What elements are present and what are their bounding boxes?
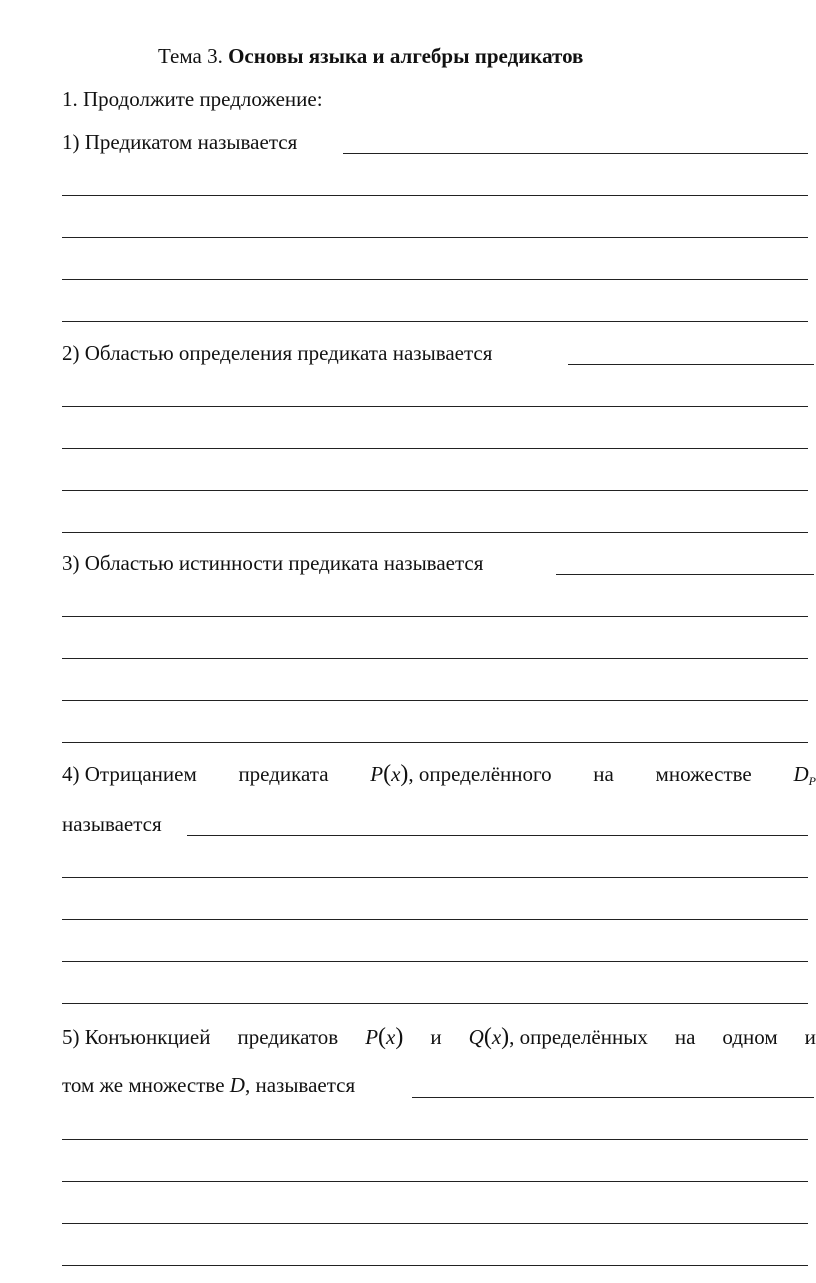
answer-line-2-0[interactable] [568, 364, 814, 365]
q5-word-and: и [430, 1025, 442, 1049]
answer-line-4-4[interactable] [62, 1003, 808, 1004]
q4-word-predicate: предиката [238, 762, 329, 786]
q4-word-on: на [593, 762, 614, 786]
task-instruction: 1. Продолжите предложение: [62, 87, 323, 111]
q5-word-on: на [674, 1025, 696, 1049]
q5-number-and-word: 5) Конъюнкцией [62, 1025, 211, 1049]
answer-line-1-0[interactable] [343, 153, 808, 154]
q5-word-and-2: и [804, 1025, 816, 1049]
answer-line-2-4[interactable] [62, 532, 808, 533]
q4-formula-px: P(x), определённого [370, 761, 552, 787]
q5-word-one: одном [722, 1025, 778, 1049]
answer-line-1-3[interactable] [62, 279, 808, 280]
title-prefix: Тема 3. [158, 44, 223, 68]
answer-line-4-1[interactable] [62, 877, 808, 878]
question-2-text: 2) Областью определения предиката называется [62, 341, 493, 365]
answer-line-3-1[interactable] [62, 616, 808, 617]
question-5-text [62, 1024, 816, 1051]
q5-formula-qx: Q(x), определённых [468, 1024, 648, 1050]
answer-line-2-2[interactable] [62, 448, 808, 449]
answer-line-5-2[interactable] [62, 1181, 808, 1182]
q5-formula-px: P(x) [365, 1024, 404, 1050]
answer-line-3-0[interactable] [556, 574, 814, 575]
q5-word-predicates: предикатов [237, 1025, 339, 1049]
answer-line-3-4[interactable] [62, 742, 808, 743]
answer-line-4-3[interactable] [62, 961, 808, 962]
title-text: Основы языка и алгебры предикатов [228, 44, 584, 68]
answer-line-1-2[interactable] [62, 237, 808, 238]
answer-line-2-1[interactable] [62, 406, 808, 407]
q4-word-set: множестве [655, 762, 752, 786]
answer-line-3-2[interactable] [62, 658, 808, 659]
answer-line-1-1[interactable] [62, 195, 808, 196]
q4-formula-dp: $D_P$ [793, 762, 816, 788]
answer-line-5-4[interactable] [62, 1265, 808, 1266]
answer-line-2-3[interactable] [62, 490, 808, 491]
question-4-line2: называется [62, 812, 162, 836]
answer-line-4-2[interactable] [62, 919, 808, 920]
answer-line-3-3[interactable] [62, 700, 808, 701]
page-title [158, 44, 583, 69]
question-3-text: 3) Областью истинности предиката называется [62, 551, 484, 575]
question-1-text: 1) Предикатом называется [62, 130, 298, 154]
answer-line-5-1[interactable] [62, 1139, 808, 1140]
answer-line-4-0[interactable] [187, 835, 808, 836]
q4-number-and-word: 4) Отрицанием [62, 762, 197, 786]
question-4-text [62, 761, 816, 789]
answer-line-5-0[interactable] [412, 1097, 814, 1098]
question-5-line2: том же множестве D, называется [62, 1073, 356, 1097]
answer-line-1-4[interactable] [62, 321, 808, 322]
answer-line-5-3[interactable] [62, 1223, 808, 1224]
